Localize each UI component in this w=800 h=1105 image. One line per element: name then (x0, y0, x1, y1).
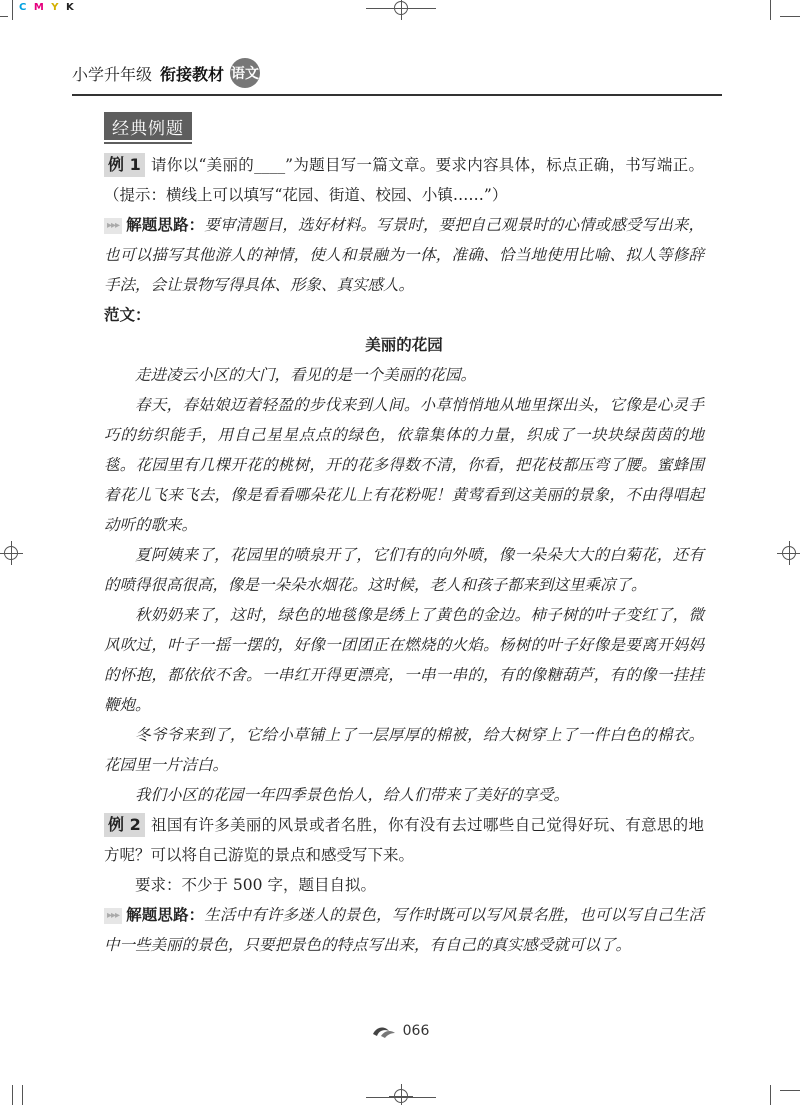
tip-label: 解题思路： (126, 216, 205, 234)
example-2-tip (104, 900, 704, 960)
footer-ornament-icon (371, 1022, 397, 1040)
cmyk-m: M (33, 2, 46, 13)
example-2-label: 例 2 (104, 813, 145, 837)
registration-mark-icon (394, 1, 408, 15)
example-1-prompt (104, 150, 704, 210)
essay-paragraph: 夏阿姨来了，花园里的喷泉开了，它们有的向外喷，像一朵朵大大的白菊花，还有的喷得很高很高，像是一朵朵水烟花。这时候，老人和孩子都来到这里乘凉了。 (104, 546, 704, 594)
tip-text: 要审清题目，选好材料。写景时，要把自己观景时的心情或感受写出来，也可以描写其他游人的神情，使人和景融为一体，准确、恰当地使用比喻、拟人等修辞手法，会让景物写得具体、形象、真实感人。 (104, 216, 704, 294)
essay-paragraph: 秋奶奶来了，这时，绿色的地毯像是绣上了黄色的金边。柿子树的叶子变红了，微风吹过，叶子一摇一摆的，好像一团团正在燃烧的火焰。杨树的叶子好像是要离开妈妈的怀抱，都依依不舍。一串红开得更漂亮，一串一串的，有的像糖葫芦，有的像一挂挂鞭炮。 (104, 606, 704, 714)
essay-paragraph: 我们小区的花园一年四季景色怡人，给人们带来了美好的享受。 (135, 786, 570, 804)
cmyk-k: K (66, 2, 76, 13)
page-footer (0, 1022, 800, 1040)
model-essay-label: 范文： (104, 306, 151, 324)
section-label: 经典例题 (104, 112, 192, 140)
example-1-tip (104, 210, 704, 300)
cmyk-c: C (19, 2, 29, 13)
essay-title: 美丽的花园 (365, 336, 443, 354)
essay-paragraph: 春天，春姑娘迈着轻盈的步伐来到人间。小草悄悄地从地里探出头，它像是心灵手巧的纺织能手，用自己星星点点的绿色，依靠集体的力量，织成了一块块绿茵茵的地毯。花园里有几棵开花的桃树，开的花多得数不清，你看，把花枝都压弯了腰。蜜蜂围着花儿飞来飞去，像是看看哪朵花儿上有花粉呢！黄莺看到这美丽的景象，不由得唱起动听的歌来。 (104, 396, 704, 534)
example-2-prompt (104, 810, 704, 870)
registration-mark-icon (4, 546, 18, 560)
crop-mark (780, 16, 800, 17)
crop-mark (0, 16, 8, 17)
example-2-prompt-text: 祖国有许多美丽的风景或者名胜，你有没有去过哪些自己觉得好玩、有意思的地方呢？可以将自己游览的景点和感受写下来。 (104, 816, 704, 864)
essay-paragraph: 冬爷爷来到了，它给小草铺上了一层厚厚的棉被，给大树穿上了一件白色的棉衣。花园里一片洁白。 (104, 726, 704, 774)
book-subtitle: 衔接教材 (160, 64, 225, 84)
example-1-prompt-text: 请你以“美丽的____”为题目写一篇文章。要求内容具体，标点正确，书写端正。 (150, 156, 704, 174)
crop-mark (780, 1090, 800, 1091)
page-number: 066 (402, 1023, 430, 1039)
example-2-requirement: 要求：不少于 500 字，题目自拟。 (135, 876, 376, 894)
crop-mark (770, 0, 771, 20)
page-content (104, 150, 704, 960)
example-1-hint: （提示：横线上可以填写“花园、街道、校园、小镇……”） (104, 186, 508, 204)
running-header (72, 56, 260, 90)
crop-mark (22, 1085, 23, 1105)
crop-mark (12, 1085, 13, 1105)
registration-mark-icon (394, 1089, 408, 1103)
registration-mark-icon (782, 546, 796, 560)
tip-arrow-icon: ▸▸▸ (104, 908, 122, 924)
cmyk-y: Y (51, 2, 61, 13)
crop-mark (12, 0, 13, 20)
example-1-label: 例 1 (104, 153, 145, 177)
essay-paragraph: 走进凌云小区的大门，看见的是一个美丽的花园。 (135, 366, 477, 384)
tip-text: 生活中有许多迷人的景色，写作时既可以写风景名胜，也可以写自己生活中一些美丽的景色，只要把景色的特点写出来，有自己的真实感受就可以了。 (104, 906, 704, 954)
book-title: 小学升年级 (72, 64, 153, 84)
tip-arrow-icon: ▸▸▸ (104, 218, 122, 234)
tip-label: 解题思路： (126, 906, 205, 924)
cmyk-color-bar (19, 2, 76, 13)
crop-mark (770, 1085, 771, 1105)
subject-badge: 语文 (230, 58, 260, 88)
header-rule (72, 94, 722, 96)
